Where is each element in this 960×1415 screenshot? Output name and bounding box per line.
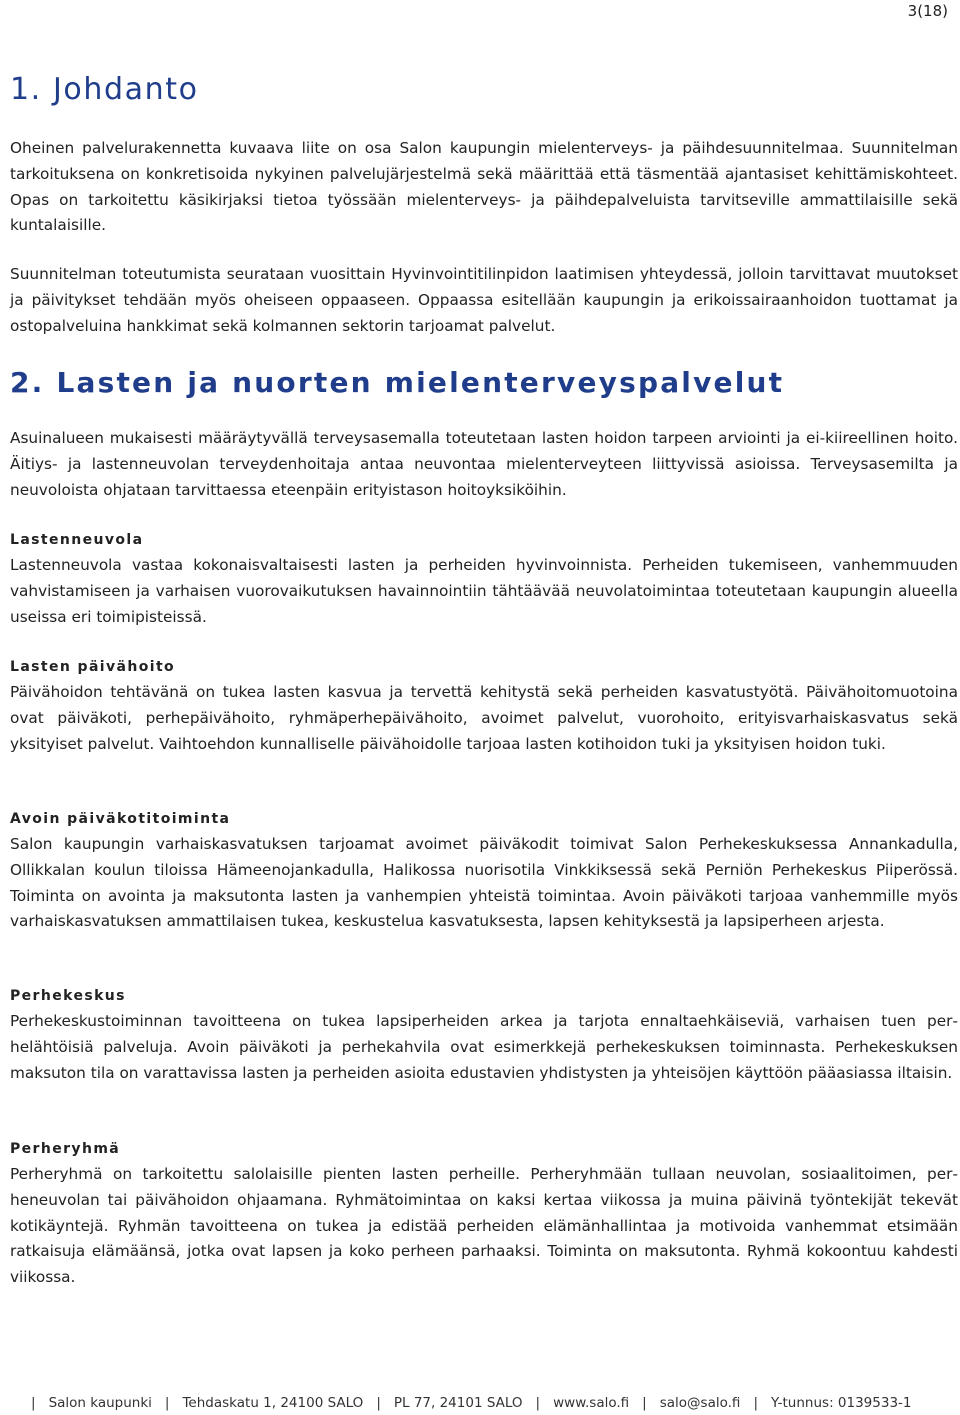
paragraph-perhekeskus: Perhekeskustoiminnan tavoitteena on tukea lapsiperheiden arkea ja tarjota ennaltaehkäiseviä, varhaisen tuen perhelähtöisiä palveluja. Avoin päiväkoti ja perhekahvila ovat esimerkkejä perhekeskuksen toiminnasta. Perhekeskuksen maksuton tila on varattavissa lasten ja perheiden asioita edustavien yhdistysten ja yhteisöjen käyttöön pääasiassa iltaisin. [10,1012,958,1082]
intro-paragraph-1: Oheinen palvelurakennetta kuvaava liite on osa Salon kaupungin mielenterveys- ja päihdesuunnitelmaa. Suunnitelman tarkoituksena on konkretisoida nykyinen palvelujärjestelmä sekä määrittää että täsmentää ajantasiset kehittämiskohteet. Opas on tarkoitettu käsikirjaksi tietoa työssään mielenterveys- ja päihdepalveluista tarvitseville ammattilaisille sekä kuntalaisille. [10,139,958,235]
page-number: 3(18) [907,2,948,20]
subheading-avoin-paivakotitoiminta: Avoin päiväkotitoiminta [10,811,231,827]
subheading-perheryhma: Perheryhmä [10,1141,121,1157]
subheading-lastenneuvola: Lastenneuvola [10,532,144,548]
heading-lasten-ja-nuorten: 2. Lasten ja nuorten mielenterveyspalvelut [10,366,785,399]
intro-paragraph-2: Suunnitelman toteutumista seurataan vuosittain Hyvinvointitilinpidon laatimisen yhteydessä, jolloin tarvittavat muutokset ja päivitykset tehdään myös oheiseen oppaaseen. Oppaassa esitellään kaupungin ja erikoissairaanhoidon tuottamat ja ostopalveluina hankkimat sekä kolmannen sektorin tarjoamat palvelut. [10,265,958,335]
footer-street-address: Tehdaskatu 1, 24100 SALO [182,1395,364,1411]
footer-website: www.salo.fi [553,1395,630,1411]
paragraph-avoin-paivakotitoiminta: Salon kaupungin varhaiskasvatuksen tarjoamat avoimet päiväkodit toimivat Salon Perhekeskuksessa Annankadulla, Ollikkalan koulun tiloissa Hämeenojankadulla, Halikossa nuorisotila Vinkkiksessä sekä Perniön Perhekeskus Piiperössä. Toiminta on avointa ja maksutonta lasten ja vanhempien yhteistä toimintaa. Avoin päiväkoti tarjoaa vanhemmille myös varhaiskasvatuksen ammattilaisen tukea, keskustelua kasvatuksesta, lapsen kehityksestä ja lapsiperheen arjesta. [10,835,958,931]
subheading-lasten-paivahoito: Lasten päivähoito [10,659,176,675]
footer-business-id: Y-tunnus: 0139533-1 [771,1395,912,1411]
footer-org: Salon kaupunki [48,1395,152,1411]
footer-email: salo@salo.fi [659,1395,741,1411]
paragraph-lastenneuvola: Lastenneuvola vastaa kokonaisvaltaisesti lasten ja perheiden hyvinvoinnista. Perheiden tukemiseen, vanhemmuuden vahvistamiseen ja varhaisen vuorovaikutuksen havainnointiin tähtäävää neuvolatoimintaa toteutetaan kaupungin alueella useissa eri toimipisteissä. [10,556,958,626]
footer: | Salon kaupunki | Tehdaskatu 1, 24100 SALO | PL 77, 24101 SALO | www.salo.fi | salo@salo.fi | Y-tunnus: 0139533-1 [31,1395,912,1411]
section2-intro: Asuinalueen mukaisesti määräytyvällä terveysasemalla toteutetaan lasten hoidon tarpeen arviointi ja ei-kiireellinen hoito. Äitiys- ja lastenneuvolan terveydenhoitaja antaa neuvontaa mielenterveyteen liittyvissä asioissa. Terveysasemilta ja neuvoloista ohjataan tarvittaessa eteenpäin erityistason hoitoyksiköihin. [10,429,958,499]
paragraph-perheryhma: Perheryhmä on tarkoitettu salolaisille pienten lasten perheille. Perheryhmään tullaan neuvolan, sosiaalitoimen, perheneuvolan tai päivähoidon ohjaamana. Ryhmätoimintaa on kaksi kertaa viikossa ja muina päivinä työntekijät tekevät kotikäyntejä. Ryhmän tavoitteena on tukea ja edistää perheiden elämänhallintaa ja motivoida vanhemmat etsimään ratkaisuja elämäänsä, jotka ovat lapsen ja koko perheen parhaaksi. Toiminta on maksutonta. Ryhmä kokoontuu kahdesti viikossa. [10,1165,958,1287]
paragraph-lasten-paivahoito: Päivähoidon tehtävänä on tukea lasten kasvua ja tervettä kehitystä sekä perheiden kasvatustyötä. Päivähoitomuotoina ovat päiväkoti, perhepäivähoito, ryhmäperhepäivähoito, avoimet palvelut, vuorohoito, erityisvarhaiskasvatus sekä yksityiset palvelut. Vaihtoehdon kunnalliselle päivähoidolle tarjoaa lasten kotihoidon tuki ja yksityisen hoidon tuki. [10,683,958,753]
subheading-perhekeskus: Perhekeskus [10,988,126,1004]
footer-po-box: PL 77, 24101 SALO [393,1395,523,1411]
heading-johdanto: 1. Johdanto [10,72,199,107]
